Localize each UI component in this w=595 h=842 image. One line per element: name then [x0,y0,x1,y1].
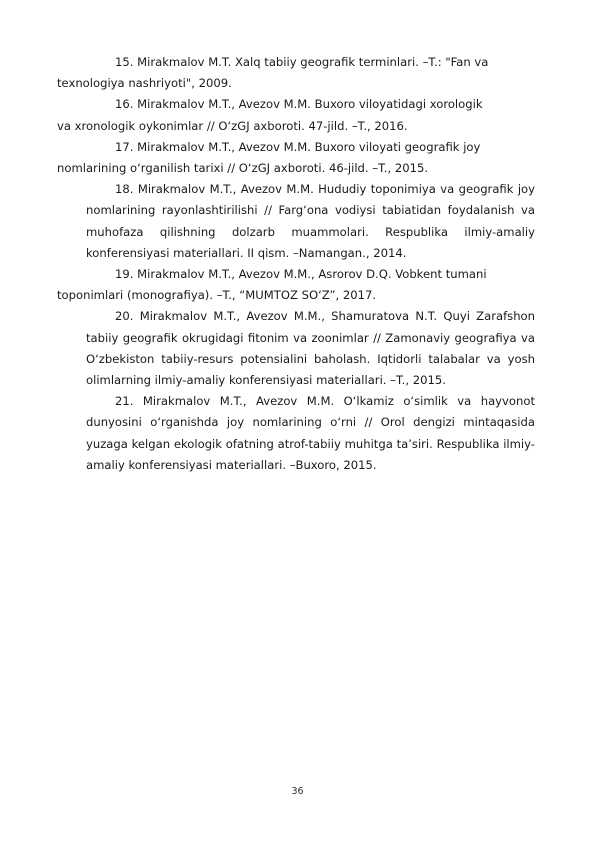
reference-item-16 [57,94,535,136]
reference-line: toponimlari (monografiya). –T., “MUMTOZ SO‘Z”, 2017. [57,288,377,303]
reference-item-18: 18. Mirakmalov M.T., Avezov M.M. Hududiy toponimiya va geografik joy nomlarining rayonlashtirilishi // Farg‘ona vodiysi tabiatidan foydalanish va muhofaza qilishning dolzarb muammolari. Respublika ilmiy-amaliy konferensiyasi materiallari. II qism. –Namangan., 2014. [86,182,535,260]
reference-item-21: 21. Mirakmalov M.T., Avezov M.M. O‘lkamiz o‘simlik va hayvonot dunyosini o‘rganishda joy nomlarining o‘rni // Orol dengizi mintaqasida yuzaga kelgan ekologik ofatning atrof-tabiiy muhitga ta’siri. Respublika ilmiy-amaliy konferensiyasi materiallari. –Buxoro, 2015. [86,394,535,472]
reference-item-15 [57,52,535,94]
reference-line: texnologiya nashriyoti", 2009. [57,76,232,91]
reference-line: 16. Mirakmalov M.T., Avezov M.M. Buxoro viloyatidagi xorologik [115,97,483,112]
reference-line: nomlarining o‘rganilish tarixi // O‘zGJ axboroti. 46-jild. –T., 2015. [57,161,429,176]
reference-line: va xronologik oykonimlar // O‘zGJ axboroti. 47-jild. –T., 2016. [57,118,408,133]
reference-line: 19. Mirakmalov M.T., Avezov M.M., Asrorov D.Q. Vobkent tumani [115,267,487,282]
reference-item-17 [57,137,535,179]
reference-item-19 [57,264,535,306]
reference-line: 15. Mirakmalov M.T. Xalq tabiiy geografik terminlari. –T.: "Fan va [115,55,489,69]
page-number: 36 [291,786,304,797]
reference-line: 17. Mirakmalov M.T., Avezov M.M. Buxoro viloyati geografik joy [115,139,481,154]
reference-item-20: 20. Mirakmalov M.T., Avezov M.M., Shamuratova N.T. Quyi Zarafshon tabiiy geografik okrugidagi fitonim va zoonimlar // Zamonaviy geografiya va O‘zbekiston tabiiy-resurs potensialini baholash. Iqtidorli talabalar va yosh olimlarning ilmiy-amaliy konferensiyasi materiallari. –T., 2015. [86,309,535,388]
reference-list [57,52,535,476]
